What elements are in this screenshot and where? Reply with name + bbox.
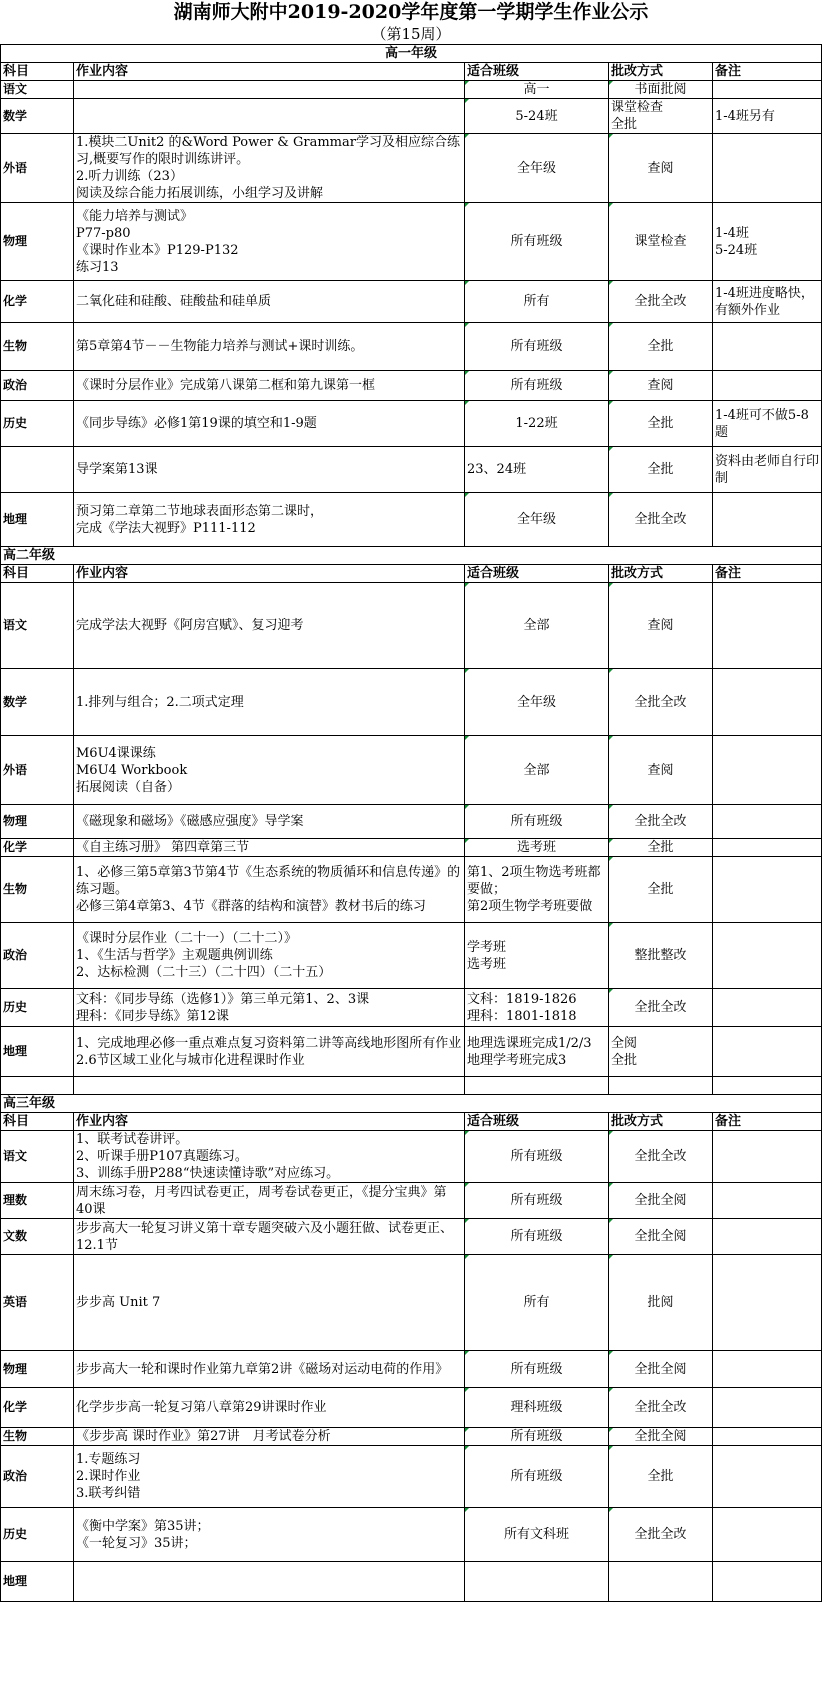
table-row <box>1 1446 822 1508</box>
cell-content: 1、必修三第5章第3节第4节《生态系统的物质循环和信息传递》的练习题。 必修三第4章第3、4节《群落的结构和演替》教材书后的练习 <box>74 857 465 923</box>
table-row <box>1 583 822 669</box>
table-row <box>1 1562 822 1602</box>
cell-note <box>713 1219 822 1255</box>
cell-subject: 生物 <box>1 323 74 371</box>
header-content: 作业内容 <box>74 565 465 583</box>
cell-note <box>713 1428 822 1446</box>
table-row <box>1 1351 822 1388</box>
cell-classes: 地理选课班完成1/2/3 地理学考班完成3 <box>465 1027 609 1077</box>
cell-subject: 历史 <box>1 1508 74 1562</box>
table-row <box>1 1131 822 1183</box>
cell-method: 全阅 全批 <box>609 1027 713 1077</box>
cell-note <box>713 1446 822 1508</box>
cell-classes: 全年级 <box>465 493 609 547</box>
header-row <box>1 565 822 583</box>
header-method: 批改方式 <box>609 63 713 81</box>
cell-content: 《步步高 课时作业》第27讲 月考试卷分析 <box>74 1428 465 1446</box>
cell-classes: 所有文科班 <box>465 1508 609 1562</box>
cell-note <box>713 839 822 857</box>
table-row <box>1 736 822 805</box>
header-classes: 适合班级 <box>465 565 609 583</box>
spacer-row <box>1 1077 822 1095</box>
cell-method: 课堂检查 全批 <box>609 99 713 134</box>
table-row <box>1 1027 822 1077</box>
cell-subject: 语文 <box>1 81 74 99</box>
table-row <box>1 805 822 839</box>
cell-note <box>713 371 822 401</box>
cell-subject: 历史 <box>1 989 74 1027</box>
cell-method <box>609 1562 713 1602</box>
cell-method: 全批 <box>609 323 713 371</box>
cell-subject: 地理 <box>1 1562 74 1602</box>
table-row <box>1 371 822 401</box>
table-row <box>1 81 822 99</box>
cell-method: 全批全阅 <box>609 1183 713 1219</box>
spacer-cell <box>74 1077 465 1095</box>
table-row <box>1 1388 822 1428</box>
spacer-cell <box>465 1077 609 1095</box>
cell-method: 全批全改 <box>609 281 713 323</box>
header-classes: 适合班级 <box>465 63 609 81</box>
header-row <box>1 1113 822 1131</box>
cell-classes: 所有班级 <box>465 1131 609 1183</box>
cell-classes: 所有 <box>465 1255 609 1351</box>
spacer-cell <box>713 1077 822 1095</box>
table-row <box>1 857 822 923</box>
cell-note <box>713 857 822 923</box>
cell-classes: 全部 <box>465 736 609 805</box>
cell-note <box>713 583 822 669</box>
cell-content: M6U4课课练 M6U4 Workbook 拓展阅读（自备） <box>74 736 465 805</box>
cell-classes: 所有班级 <box>465 371 609 401</box>
cell-content: 二氧化硅和硅酸、硅酸盐和硅单质 <box>74 281 465 323</box>
cell-method: 批阅 <box>609 1255 713 1351</box>
cell-method: 查阅 <box>609 583 713 669</box>
cell-method: 查阅 <box>609 371 713 401</box>
header-subject: 科目 <box>1 565 74 583</box>
cell-subject: 化学 <box>1 1388 74 1428</box>
header-content: 作业内容 <box>74 63 465 81</box>
cell-content: 1.模块二Unit2 的&Word Power & Grammar学习及相应综合练习,概要写作的限时训练讲评。 2.听力训练（23） 阅读及综合能力拓展训练，小组学习及讲解 <box>74 134 465 203</box>
cell-method: 全批全改 <box>609 1131 713 1183</box>
homework-table <box>0 44 822 1602</box>
cell-method: 全批全改 <box>609 805 713 839</box>
table-row <box>1 323 822 371</box>
header-classes: 适合班级 <box>465 1113 609 1131</box>
cell-subject: 地理 <box>1 493 74 547</box>
cell-classes: 1-22班 <box>465 401 609 447</box>
cell-note: 1-4班 5-24班 <box>713 203 822 281</box>
table-row <box>1 669 822 736</box>
cell-method: 课堂检查 <box>609 203 713 281</box>
cell-subject: 文数 <box>1 1219 74 1255</box>
cell-content: 步步高 Unit 7 <box>74 1255 465 1351</box>
cell-subject: 历史 <box>1 401 74 447</box>
cell-classes: 理科班级 <box>465 1388 609 1428</box>
cell-note <box>713 805 822 839</box>
cell-subject: 英语 <box>1 1255 74 1351</box>
table-row <box>1 447 822 493</box>
grade2-label: 高二年级 <box>1 547 822 565</box>
cell-classes: 所有班级 <box>465 805 609 839</box>
cell-classes: 所有班级 <box>465 323 609 371</box>
cell-note: 1-4班进度略快，有额外作业 <box>713 281 822 323</box>
cell-method: 全批全改 <box>609 669 713 736</box>
cell-subject: 数学 <box>1 669 74 736</box>
cell-note <box>713 1131 822 1183</box>
cell-note <box>713 923 822 989</box>
cell-content: 《同步导练》必修1第19课的填空和1-9题 <box>74 401 465 447</box>
cell-method: 查阅 <box>609 736 713 805</box>
cell-classes: 文科：1819-1826 理科：1801-1818 <box>465 989 609 1027</box>
cell-classes: 全部 <box>465 583 609 669</box>
cell-classes: 选考班 <box>465 839 609 857</box>
cell-method: 全批全改 <box>609 1388 713 1428</box>
table-row <box>1 989 822 1027</box>
page-title: 湖南师大附中2019-2020学年度第一学期学生作业公示 <box>173 1 649 23</box>
cell-method: 全批 <box>609 447 713 493</box>
cell-content: 预习第二章第二节地球表面形态第二课时， 完成《学法大视野》P111-112 <box>74 493 465 547</box>
cell-subject <box>1 447 74 493</box>
cell-classes: 所有班级 <box>465 1183 609 1219</box>
cell-classes: 全年级 <box>465 669 609 736</box>
table-row <box>1 1508 822 1562</box>
cell-note <box>713 1508 822 1562</box>
grade1-label: 高一年级 <box>1 45 822 63</box>
cell-subject: 语文 <box>1 1131 74 1183</box>
cell-subject: 物理 <box>1 1351 74 1388</box>
cell-subject: 政治 <box>1 371 74 401</box>
cell-content: 《自主练习册》 第四章第三节 <box>74 839 465 857</box>
grade1-band <box>1 45 822 63</box>
cell-method: 查阅 <box>609 134 713 203</box>
cell-method: 全批全改 <box>609 989 713 1027</box>
grade3-label: 高三年级 <box>1 1095 822 1113</box>
cell-content: 《课时分层作业》完成第八课第二框和第九课第一框 <box>74 371 465 401</box>
cell-subject: 政治 <box>1 923 74 989</box>
cell-classes: 全年级 <box>465 134 609 203</box>
cell-note: 资料由老师自行印制 <box>713 447 822 493</box>
cell-method: 全批 <box>609 857 713 923</box>
cell-method: 全批全阅 <box>609 1428 713 1446</box>
cell-classes: 所有班级 <box>465 1351 609 1388</box>
cell-subject: 生物 <box>1 1428 74 1446</box>
cell-note <box>713 736 822 805</box>
header-method: 批改方式 <box>609 1113 713 1131</box>
cell-note: 1-4班另有 <box>713 99 822 134</box>
table-row <box>1 1219 822 1255</box>
cell-method: 全批全阅 <box>609 1351 713 1388</box>
cell-classes: 学考班 选考班 <box>465 923 609 989</box>
cell-subject: 理数 <box>1 1183 74 1219</box>
cell-note <box>713 1388 822 1428</box>
cell-subject: 语文 <box>1 583 74 669</box>
cell-method: 全批全改 <box>609 493 713 547</box>
cell-content: 《课时分层作业（二十一）（二十二）》 1、《生活与哲学》主观题典例训练 2、达标检测（二十三）（二十四）（二十五） <box>74 923 465 989</box>
cell-method: 全批 <box>609 401 713 447</box>
cell-content <box>74 81 465 99</box>
cell-content: 完成学法大视野《阿房宫赋》、复习迎考 <box>74 583 465 669</box>
cell-note <box>713 134 822 203</box>
header-note: 备注 <box>713 565 822 583</box>
header-row <box>1 63 822 81</box>
grade2-band <box>1 547 822 565</box>
cell-note <box>713 1255 822 1351</box>
header-note: 备注 <box>713 1113 822 1131</box>
cell-classes: 第1、2项生物选考班都要做； 第2项生物学考班要做 <box>465 857 609 923</box>
cell-method: 全批 <box>609 839 713 857</box>
cell-method: 整批整改 <box>609 923 713 989</box>
cell-content: 《能力培养与测试》 P77-p80 《课时作业本》P129-P132 练习13 <box>74 203 465 281</box>
table-row <box>1 1428 822 1446</box>
cell-note <box>713 1183 822 1219</box>
cell-classes: 所有 <box>465 281 609 323</box>
week-label: （第15周） <box>371 25 451 43</box>
cell-subject: 化学 <box>1 281 74 323</box>
cell-content: 《衡中学案》第35讲； 《一轮复习》35讲； <box>74 1508 465 1562</box>
cell-note <box>713 323 822 371</box>
table-row <box>1 923 822 989</box>
cell-content: 第5章第4节－－生物能力培养与测试+课时训练。 <box>74 323 465 371</box>
cell-content: 周末练习卷，月考四试卷更正，周考卷试卷更正，《提分宝典》第40课 <box>74 1183 465 1219</box>
cell-content: 文科：《同步导练（选修1）》第三单元第1、2、3课 理科：《同步导练》第12课 <box>74 989 465 1027</box>
cell-content: 步步高大一轮复习讲义第十章专题突破六及小题狂做、试卷更正、12.1节 <box>74 1219 465 1255</box>
cell-note <box>713 1562 822 1602</box>
cell-content: 步步高大一轮和课时作业第九章第2讲《磁场对运动电荷的作用》 <box>74 1351 465 1388</box>
cell-method: 全批全阅 <box>609 1219 713 1255</box>
cell-subject: 政治 <box>1 1446 74 1508</box>
spacer-cell <box>609 1077 713 1095</box>
cell-method: 全批 <box>609 1446 713 1508</box>
header-content: 作业内容 <box>74 1113 465 1131</box>
table-row <box>1 401 822 447</box>
table-row <box>1 203 822 281</box>
cell-note <box>713 81 822 99</box>
table-row <box>1 1183 822 1219</box>
cell-content: 1、联考试卷讲评。 2、听课手册P107真题练习。 3、训练手册P288“快速读懂诗歌”对应练习。 <box>74 1131 465 1183</box>
cell-content <box>74 1562 465 1602</box>
cell-content: 1.排列与组合；2.二项式定理 <box>74 669 465 736</box>
cell-subject: 地理 <box>1 1027 74 1077</box>
table-row <box>1 1255 822 1351</box>
cell-content: 《磁现象和磁场》《磁感应强度》导学案 <box>74 805 465 839</box>
cell-subject: 化学 <box>1 839 74 857</box>
cell-classes: 高一 <box>465 81 609 99</box>
cell-subject: 外语 <box>1 736 74 805</box>
table-row <box>1 839 822 857</box>
cell-content: 导学案第13课 <box>74 447 465 493</box>
cell-classes: 所有班级 <box>465 1219 609 1255</box>
cell-method: 书面批阅 <box>609 81 713 99</box>
cell-classes: 23、24班 <box>465 447 609 493</box>
cell-content <box>74 99 465 134</box>
header-subject: 科目 <box>1 63 74 81</box>
table-row <box>1 493 822 547</box>
cell-note <box>713 669 822 736</box>
cell-method: 全批全改 <box>609 1508 713 1562</box>
table-row <box>1 99 822 134</box>
cell-subject: 数学 <box>1 99 74 134</box>
cell-content: 1.专题练习 2.课时作业 3.联考纠错 <box>74 1446 465 1508</box>
cell-note <box>713 1351 822 1388</box>
cell-subject: 物理 <box>1 203 74 281</box>
cell-content: 化学步步高一轮复习第八章第29讲课时作业 <box>74 1388 465 1428</box>
table-row <box>1 281 822 323</box>
header-method: 批改方式 <box>609 565 713 583</box>
cell-classes: 所有班级 <box>465 203 609 281</box>
cell-subject: 物理 <box>1 805 74 839</box>
cell-classes: 所有班级 <box>465 1428 609 1446</box>
table-row <box>1 134 822 203</box>
cell-note <box>713 1027 822 1077</box>
header-note: 备注 <box>713 63 822 81</box>
cell-subject: 生物 <box>1 857 74 923</box>
cell-classes <box>465 1562 609 1602</box>
cell-classes: 5-24班 <box>465 99 609 134</box>
cell-note: 1-4班可不做5-8题 <box>713 401 822 447</box>
cell-classes: 所有班级 <box>465 1446 609 1508</box>
cell-note <box>713 989 822 1027</box>
cell-subject: 外语 <box>1 134 74 203</box>
grade3-band <box>1 1095 822 1113</box>
cell-note <box>713 493 822 547</box>
spacer-cell <box>1 1077 74 1095</box>
header-subject: 科目 <box>1 1113 74 1131</box>
cell-content: 1、完成地理必修一重点难点复习资料第二讲等高线地形图所有作业 2.6节区域工业化与城市化进程课时作业 <box>74 1027 465 1077</box>
